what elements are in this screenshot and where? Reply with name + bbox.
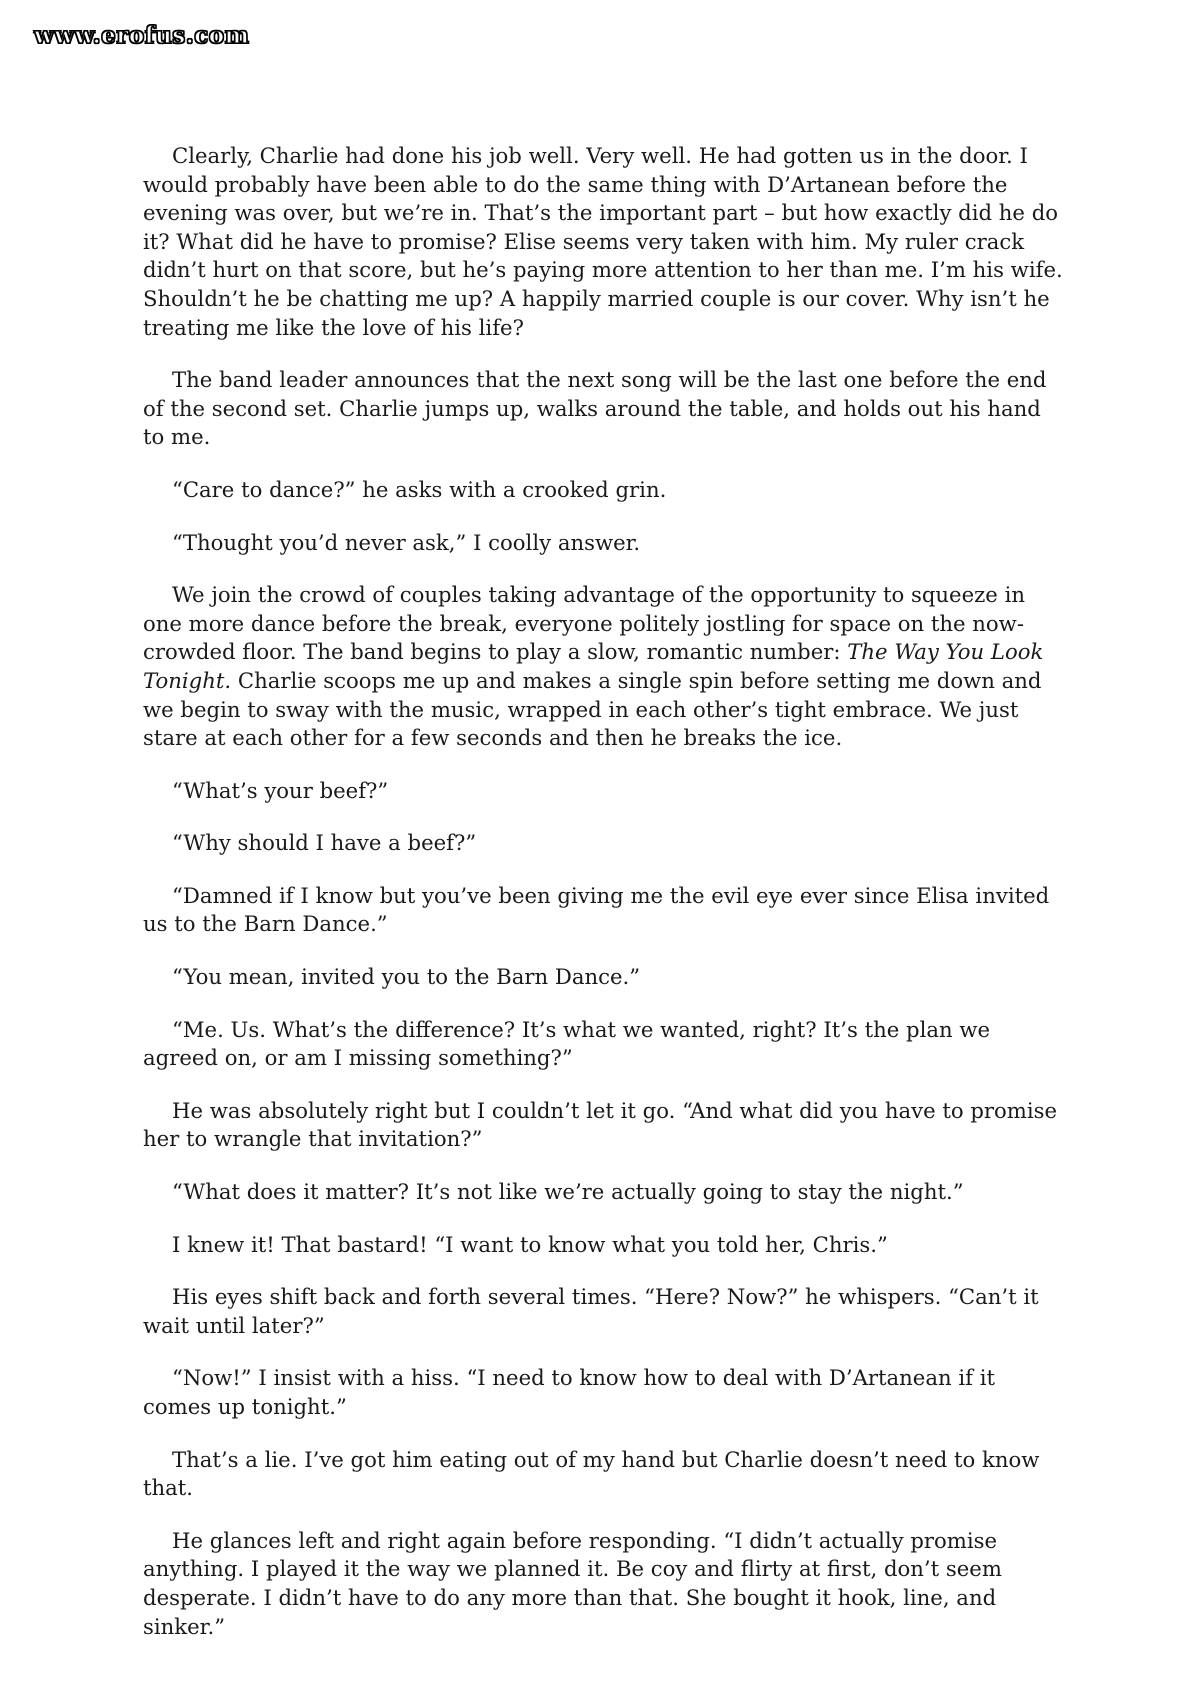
paragraph: Clearly, Charlie had done his job well. Very well. He had gotten us in the door. I would probably have been able to do the same thing with D’Artanean before the evening was over, but we’re in. That’s the important part – but how exactly did he do it? What did he have to promise? Elise seems very taken with him. My ruler crack didn’t hurt on that score, but he’s paying more attention to her than me. I’m his wife. Shouldn’t he be chatting me up? A happily married couple is our cover. Why isn’t he treating me like the love of his life? — [143, 143, 1063, 340]
paragraph: “Care to dance?” he asks with a crooked grin. — [172, 476, 667, 502]
paragraph — [143, 581, 1065, 753]
paragraph: He was absolutely right but I couldn’t let it go. “And what did you have to promise her to wrangle that invitation?” — [143, 1097, 1058, 1152]
paragraph: The band leader announces that the next song will be the last one before the end of the second set. Charlie jumps up, walks around the table, and holds out his hand to me. — [143, 367, 1047, 450]
song-title: The Way You Look Tonight. — [143, 639, 1044, 693]
paragraph: “You mean, invited you to the Barn Dance.” — [172, 964, 641, 990]
paragraph: I knew it! That bastard! “I want to know what you told her, Chris.” — [172, 1231, 888, 1257]
paragraph-text: Charlie scoops me up and makes a single spin before setting me down and we begin to sway with the music, wrapped in each other’s tight embrace. We just stare at each other for a few seconds and then he breaks the ice. — [143, 667, 1042, 751]
paragraph: “Me. Us. What’s the difference? It’s what we wanted, right? It’s the plan we agreed on, or am I missing something?” — [143, 1016, 991, 1071]
paragraph-text: We join the crowd of couples taking advantage of the opportunity to squeeze in one more dance before the break, everyone politely jostling for space on the now-crowded floor. The band begins to play a slow, romantic number: — [143, 582, 1025, 665]
paragraph: He glances left and right again before responding. “I didn’t actually promise anything. I played it the way we planned it. Be coy and flirty at first, don’t seem desperate. I didn’t have to do any more than that. She bought it hook, line, and sinker.” — [143, 1527, 1002, 1639]
paragraph: “Now!” I insist with a hiss. “I need to know how to deal with D’Artanean if it comes up tonight.” — [143, 1365, 995, 1419]
paragraph: “What does it matter? It’s not like we’re actually going to stay the night.” — [172, 1179, 964, 1205]
paragraph: That’s a lie. I’ve got him eating out of my hand but Charlie doesn’t need to know that. — [143, 1446, 1040, 1501]
paragraph: “Damned if I know but you’ve been giving me the evil eye ever since Elisa invited us to the Barn Dance.” — [143, 882, 1050, 937]
watermark-text: www.erofus.com — [34, 22, 250, 49]
page-body — [143, 142, 1065, 1665]
paragraph: “What’s your beef?” — [172, 777, 389, 803]
paragraph: “Thought you’d never ask,” I coolly answer. — [172, 529, 641, 555]
paragraph: “Why should I have a beef?” — [172, 830, 477, 856]
paragraph: His eyes shift back and forth several times. “Here? Now?” he whispers. “Can’t it wait until later?” — [143, 1284, 1039, 1338]
